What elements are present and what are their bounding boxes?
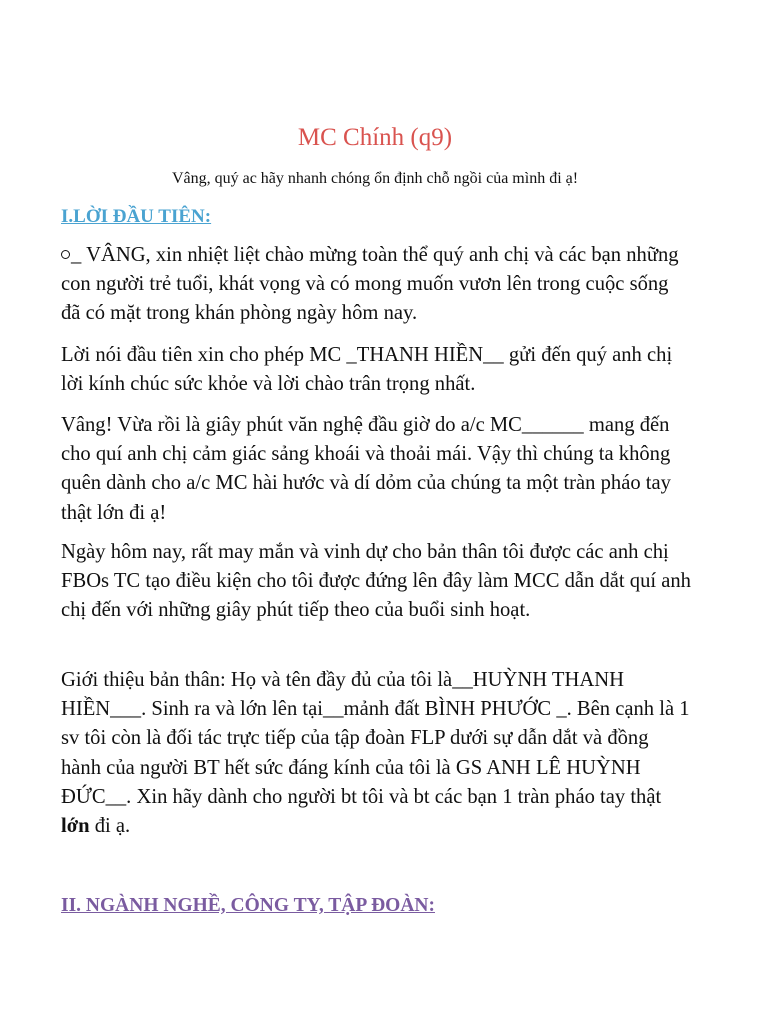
self-intro-end: đi ạ. [89, 815, 131, 838]
paragraph-applause: Vâng! Vừa rồi là giây phút văn nghệ đầu giờ do a/c MC______ mang đến cho quí anh chị cảm giác sảng khoái và thoải mái. Vậy thì chúng ta không quên dành cho a/c MC hài hước và dí dỏm của chúng ta một tràn pháo tay thật lớn đi ạ! [61, 414, 671, 524]
paragraph-welcome [61, 241, 691, 329]
paragraph-self-intro [61, 666, 691, 841]
circle-bullet-icon [61, 250, 70, 259]
document-subtitle: Vâng, quý ac hãy nhanh chóng ổn định chỗ ngồi của mình đi ạ! [171, 170, 579, 187]
self-intro-bold-word: lớn [61, 815, 90, 838]
paragraph-greeting: Lời nói đầu tiên xin cho phép MC _THANH HIỀN__ gửi đến quý anh chị lời kính chúc sức khỏe và lời chào trân trọng nhất. [61, 344, 673, 396]
paragraph-honor: Ngày hôm nay, rất may mắn và vinh dự cho bản thân tôi được các anh chị FBOs TC tạo điều kiện cho tôi được đứng lên đây làm MCC dẫn dắt quí anh chị đến với những giây phút tiếp theo của buổi sinh hoạt. [61, 541, 691, 622]
self-intro-text: Giới thiệu bản thân: Họ và tên đầy đủ của tôi là__HUỲNH THANH HIỀN___. Sinh ra và lớn lên tại__mảnh đất BÌNH PHƯỚC _. Bên cạnh là 1 sv tôi còn là đối tác trực tiếp của tập đoàn FLP dưới sự dẫn dắt và đồng hành của người BT hết sức đáng kính của tôi là GS ANH LÊ HUỲNH ĐỨC__. Xin hãy dành cho người bt tôi và bt các bạn 1 tràn pháo tay thật [61, 669, 690, 808]
paragraph-welcome-text: _ VÂNG, xin nhiệt liệt chào mừng toàn thể quý anh chị và các bạn những con người trẻ tuổi, khát vọng và có mong muốn vươn lên trong cuộc sống đã có mặt trong khán phòng ngày hôm nay. [61, 244, 679, 325]
document-title: MC Chính (q9) [297, 124, 453, 151]
section-1-heading: I.LỜI ĐẦU TIÊN: [61, 206, 212, 227]
section-2-heading: II. NGÀNH NGHỀ, CÔNG TY, TẬP ĐOÀN: [61, 895, 435, 916]
